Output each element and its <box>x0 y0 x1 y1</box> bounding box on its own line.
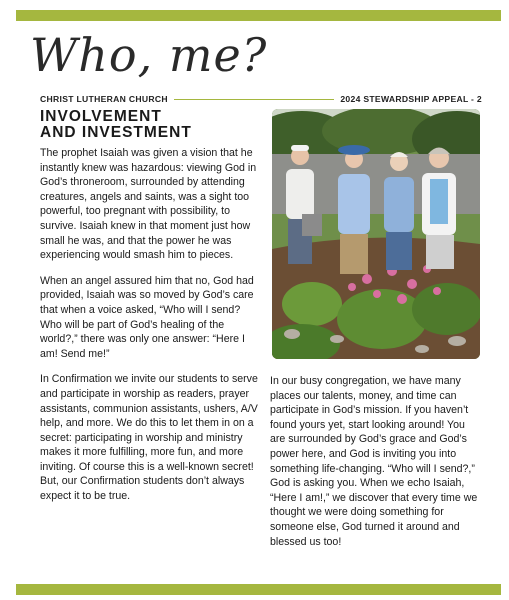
body-paragraph-1: The prophet Isaiah was given a vision that he instantly knew was hazardous: viewing God in God’s throneroom, surrounded by attending creatures, angels and saints, was a sight too powerful, too pregnant with possibility, to survive. Isaiah knew in that moment just how small he was, and that the power he was experiencing would smash him to pieces. <box>40 147 257 262</box>
bottom-accent-bar <box>16 584 501 595</box>
subheader-rule <box>174 99 334 100</box>
section-heading <box>40 109 260 141</box>
subheader-row <box>40 92 482 106</box>
garden-volunteers-photo <box>272 109 480 359</box>
appeal-label: 2024 STEWARDSHIP APPEAL - 2 <box>340 94 482 104</box>
section-heading-line2: AND INVESTMENT <box>40 124 192 141</box>
body-paragraph-3: In Confirmation we invite our students to serve and participate in worship as readers, prayer assistants, communion assistants, ushers, A/V help, and more. We do this to let them in on a secret: participating in worship and ministry makes it more fulfilling, more fun, and more inviting. Of course this is a well-known secret! But, our Confirmation students don’t always expect it to be true. <box>40 373 258 503</box>
right-column <box>270 374 482 549</box>
section-heading-line1: INVOLVEMENT <box>40 108 162 125</box>
church-name: CHRIST LUTHERAN CHURCH <box>40 94 168 104</box>
right-paragraph: In our busy congregation, we have many places our talents, money, and time can participate in God’s mission. If you haven’t found yours yet, start looking around! You are surrounded by God’s grace and God’s power here, and God is inviting you into something life-changing. “Who will I send?,” God is asking you. When we echo Isaiah, “Here I am!,” we discover that every time we thought we were doing something for someone else, God turned it around and blessed us too! <box>270 375 478 548</box>
photo-illustration <box>272 109 480 359</box>
body-paragraph-2: When an angel assured him that no, God had provided, Isaiah was so moved by God’s care that when a voice asked, “Who will I send? Who will be part of God’s healing of the world?,” there was only one answer: “Here I am! Send me!” <box>40 274 254 360</box>
left-column <box>40 146 258 515</box>
top-accent-bar <box>16 10 501 21</box>
page-title: Who, me? <box>30 28 268 82</box>
